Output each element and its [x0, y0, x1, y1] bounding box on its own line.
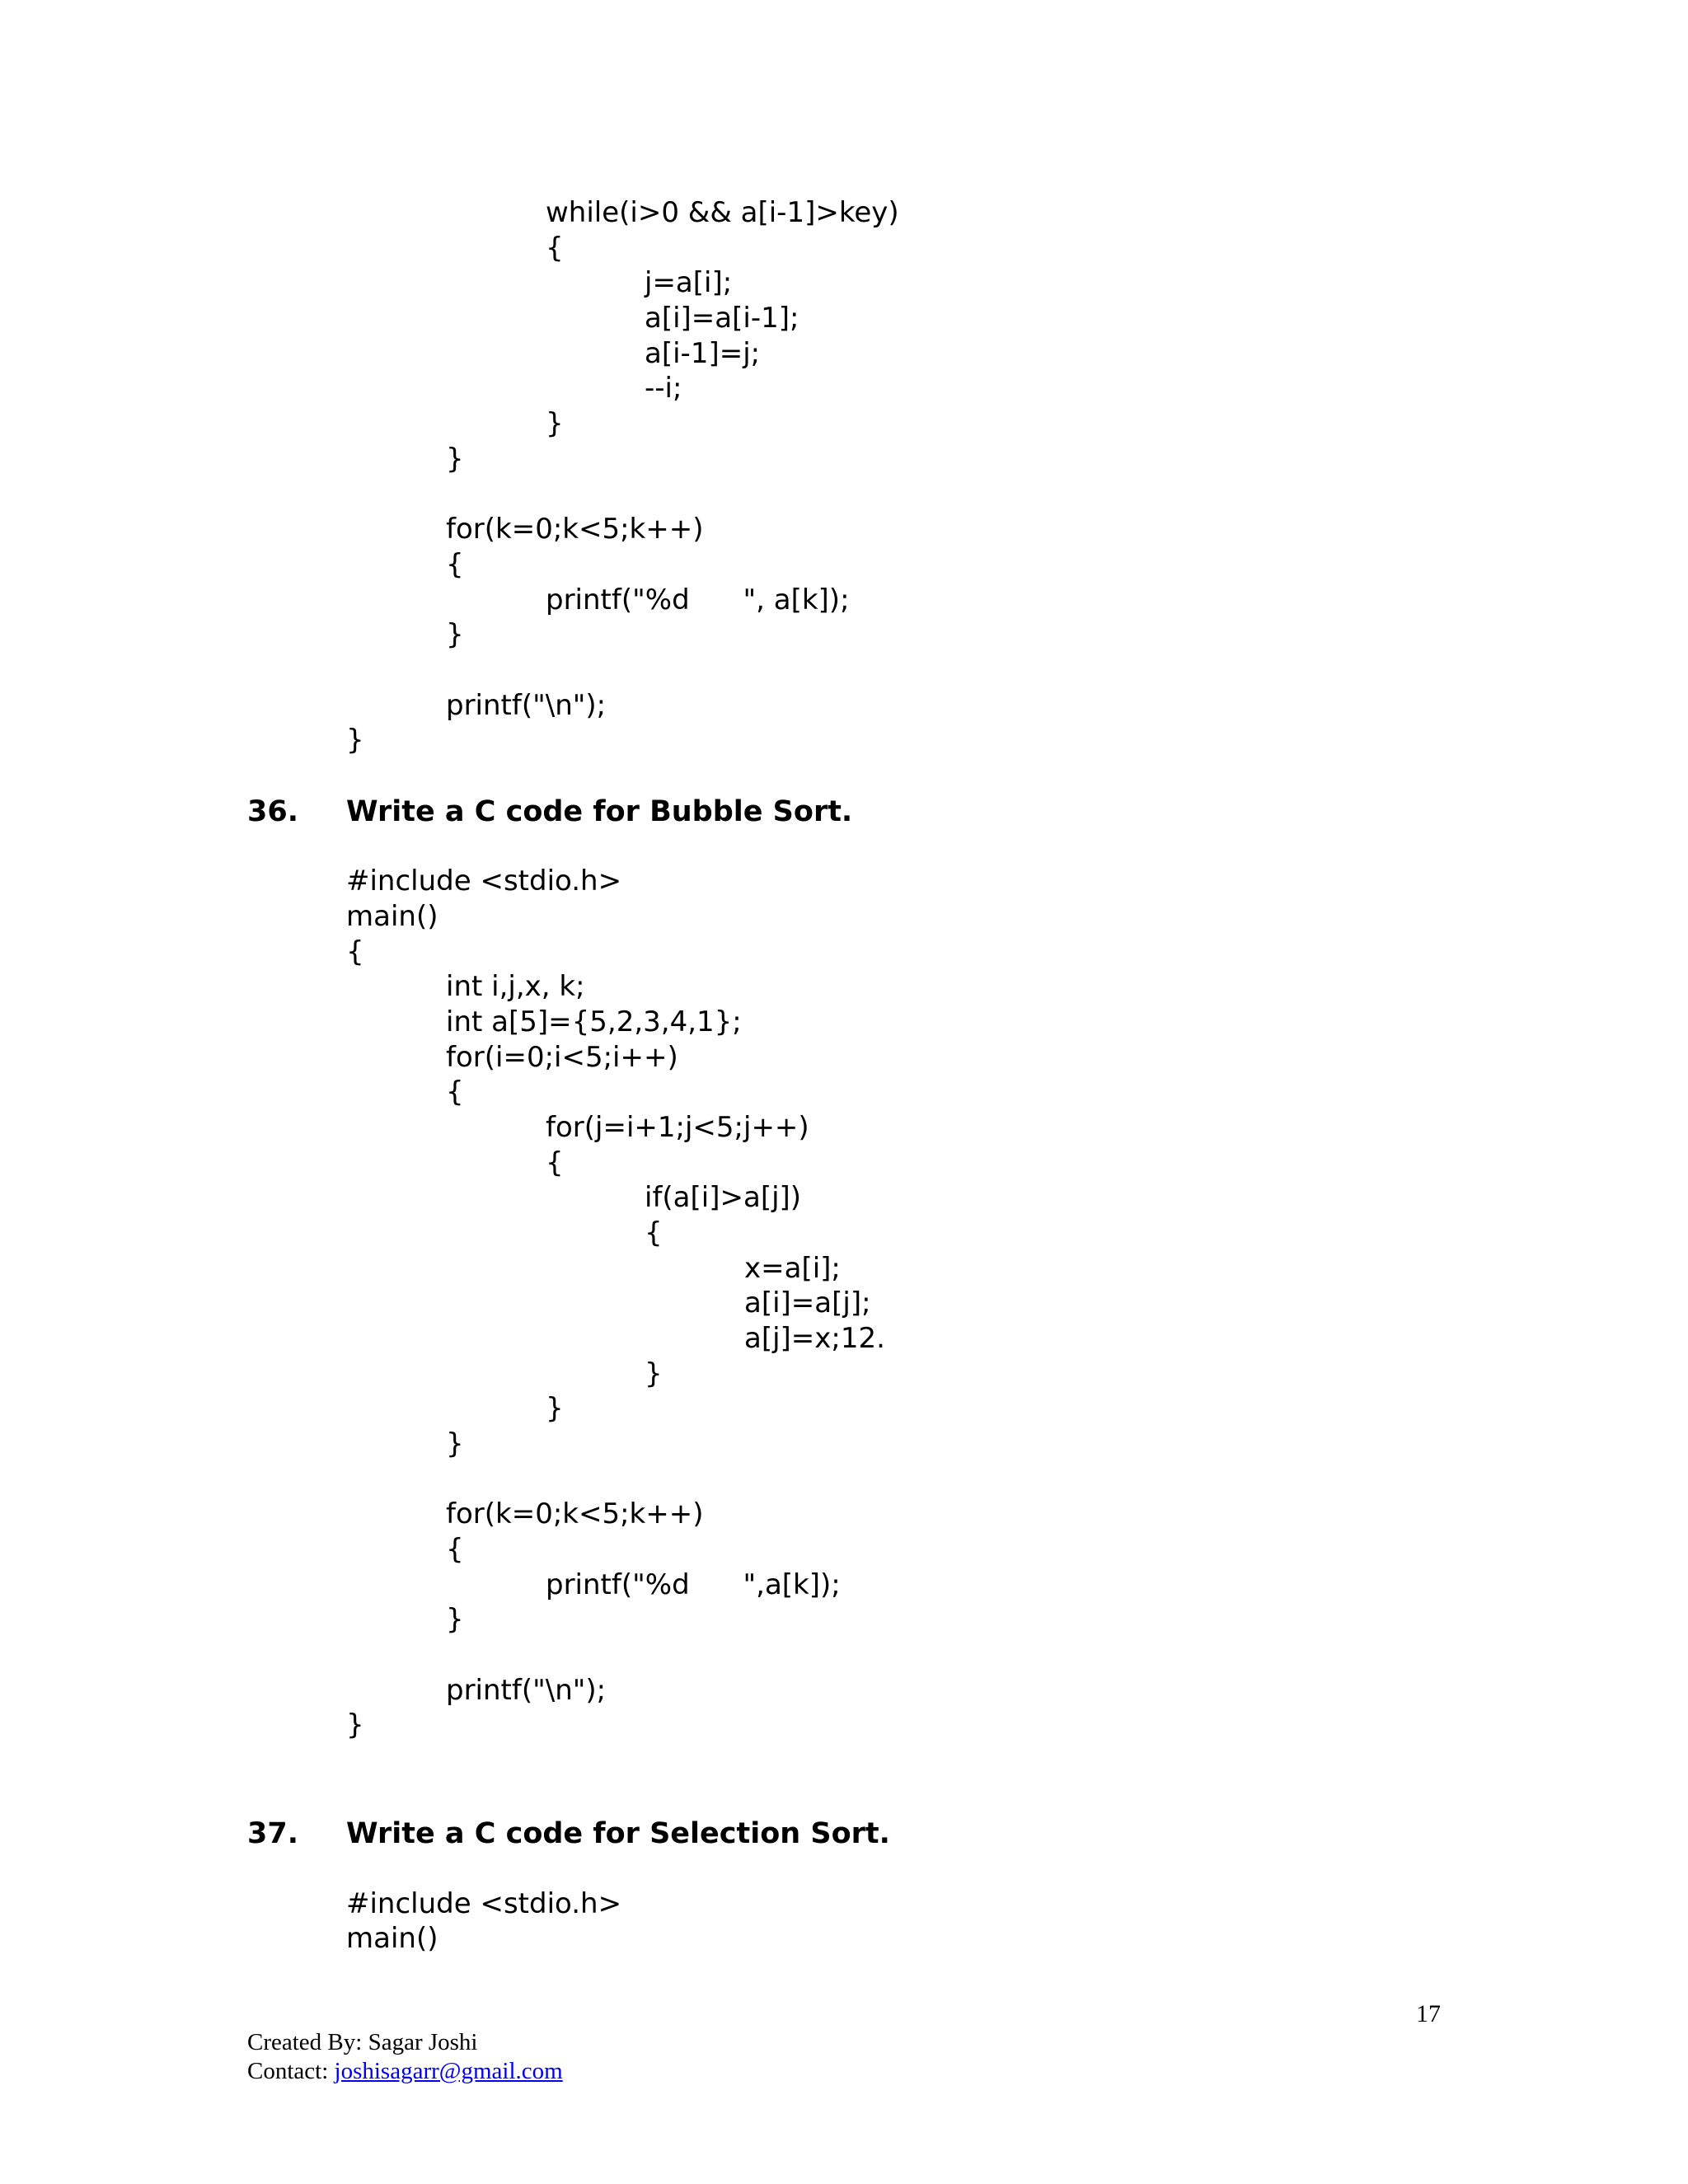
code-line: #include <stdio.h>	[346, 1887, 622, 1920]
code-line: a[i-1]=j;	[645, 337, 761, 370]
code-line: a[i]=a[j];	[744, 1286, 871, 1319]
code-line: }	[446, 1603, 464, 1636]
code-line: if(a[i]>a[j])	[645, 1181, 802, 1214]
code-line: --i;	[645, 372, 682, 405]
code-line: printf("\n");	[446, 1674, 607, 1707]
code-line: }	[446, 618, 464, 651]
code-line: {	[446, 548, 464, 581]
code-line: }	[546, 407, 564, 440]
code-line: {	[645, 1216, 663, 1249]
code-line: {	[346, 935, 364, 968]
code-line: j=a[i];	[645, 266, 733, 299]
code-line: }	[346, 724, 364, 757]
code-line: }	[346, 1708, 364, 1741]
code-line: #include <stdio.h>	[346, 865, 622, 898]
code-line: a[j]=x;12.	[744, 1322, 885, 1355]
code-line: }	[446, 443, 464, 476]
code-line: main()	[346, 900, 438, 933]
code-line: }	[645, 1357, 663, 1390]
footer-contact-label: Contact:	[247, 2058, 335, 2084]
code-line: int i,j,x, k;	[446, 970, 585, 1003]
question-title: Write a C code for Bubble Sort.	[346, 795, 853, 828]
code-line: {	[546, 232, 564, 265]
code-line: a[i]=a[i-1];	[645, 302, 799, 335]
code-line: printf("%d ",a[k]);	[546, 1568, 841, 1601]
question-title: Write a C code for Selection Sort.	[346, 1817, 890, 1850]
code-line: for(j=i+1;j<5;j++)	[546, 1111, 809, 1144]
code-line: x=a[i];	[744, 1252, 841, 1285]
code-line: for(k=0;k<5;k++)	[446, 1497, 704, 1530]
question-number: 36.	[247, 795, 299, 828]
page-number: 17	[1416, 2000, 1441, 2027]
code-line: main()	[346, 1922, 438, 1955]
code-line: }	[546, 1392, 564, 1425]
code-line: for(i=0;i<5;i++)	[446, 1041, 678, 1074]
code-line: while(i>0 && a[i-1]>key)	[546, 196, 899, 229]
footer-contact-email-link[interactable]: joshisagarr@gmail.com	[334, 2058, 563, 2084]
code-line: {	[546, 1146, 564, 1179]
code-line: }	[446, 1427, 464, 1460]
code-line: for(k=0;k<5;k++)	[446, 513, 704, 546]
code-line: printf("%d ", a[k]);	[546, 583, 850, 616]
question-number: 37.	[247, 1817, 299, 1850]
code-line: {	[446, 1076, 464, 1108]
code-line: {	[446, 1533, 464, 1566]
code-line: int a[5]={5,2,3,4,1};	[446, 1005, 742, 1038]
footer-contact	[247, 2056, 563, 2086]
footer-created-by: Created By: Sagar Joshi	[247, 2029, 478, 2055]
code-line: printf("\n");	[446, 689, 607, 722]
